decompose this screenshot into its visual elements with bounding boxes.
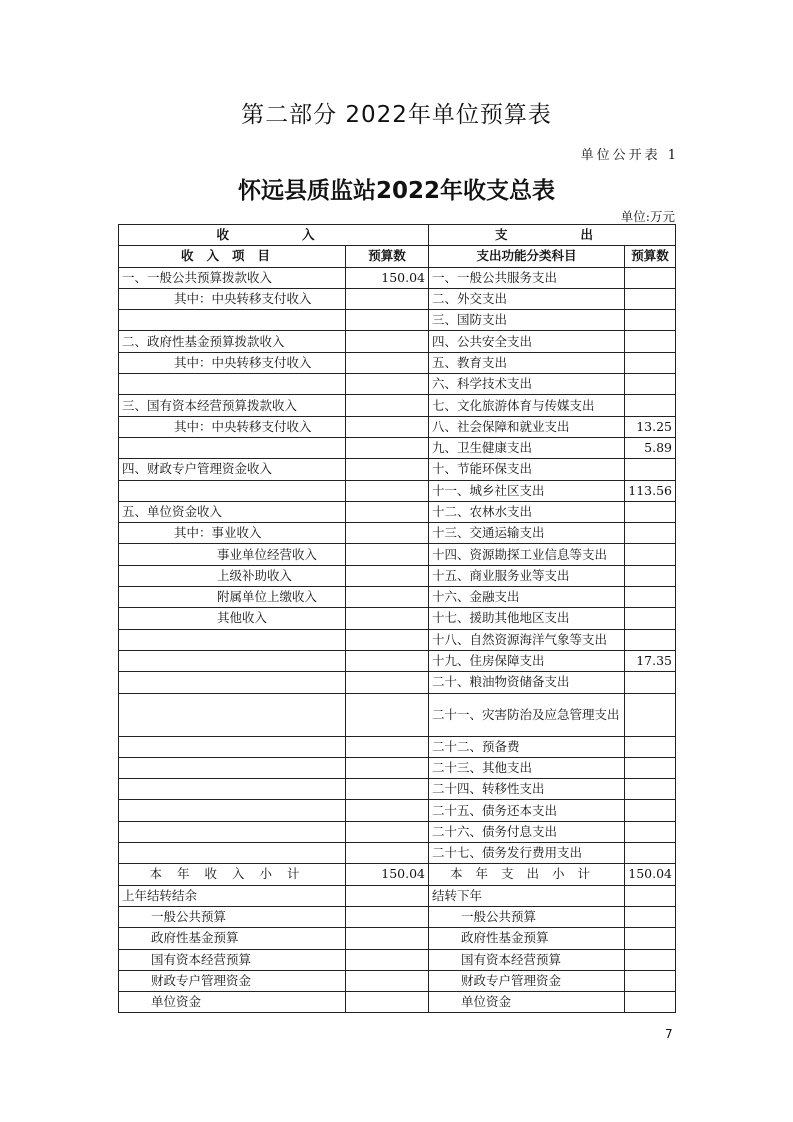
table-row xyxy=(119,288,676,309)
carry-income-item: 一般公共预算 xyxy=(119,906,346,927)
carry-expense-item: 一般公共预算 xyxy=(429,906,625,927)
expense-value xyxy=(625,544,676,565)
header-row-sections xyxy=(119,225,676,246)
income-value xyxy=(346,672,429,693)
carry-expense-label: 结转下年 xyxy=(429,885,625,906)
income-item: 上级补助收入 xyxy=(119,565,346,586)
table-row xyxy=(119,501,676,522)
carry-income-item-value xyxy=(346,949,429,970)
table-row xyxy=(119,352,676,373)
expense-item: 七、文化旅游体育与传媒支出 xyxy=(429,395,625,416)
expense-value xyxy=(625,352,676,373)
income-item: 其中：中央转移支付收入 xyxy=(119,288,346,309)
income-value xyxy=(346,779,429,800)
expense-value xyxy=(625,459,676,480)
expense-item: 十八、自然资源海洋气象等支出 xyxy=(429,629,625,650)
expense-header: 支 出 xyxy=(429,225,676,246)
income-item: 其他收入 xyxy=(119,608,346,629)
expense-value xyxy=(625,843,676,864)
expense-value xyxy=(625,288,676,309)
income-value xyxy=(346,544,429,565)
carry-income-value xyxy=(346,885,429,906)
table-row xyxy=(119,650,676,671)
expense-value xyxy=(625,779,676,800)
table-row xyxy=(119,565,676,586)
income-value xyxy=(346,288,429,309)
expense-value xyxy=(625,672,676,693)
expense-value xyxy=(625,374,676,395)
expense-value xyxy=(625,501,676,522)
table-number: 单位公开表 1 xyxy=(580,148,679,163)
income-item xyxy=(119,800,346,821)
carry-income-item: 政府性基金预算 xyxy=(119,928,346,949)
income-value xyxy=(346,501,429,522)
table-row xyxy=(119,523,676,544)
carry-row xyxy=(119,949,676,970)
income-subtotal-label: 本年收入小计 xyxy=(119,864,346,885)
carry-expense-item: 国有资本经营预算 xyxy=(429,949,625,970)
table-row xyxy=(119,395,676,416)
income-item xyxy=(119,650,346,671)
income-value xyxy=(346,416,429,437)
expense-item: 十三、交通运输支出 xyxy=(429,523,625,544)
expense-item-header: 支出功能分类科目 xyxy=(429,246,625,267)
carry-income-item: 单位资金 xyxy=(119,992,346,1013)
income-value xyxy=(346,437,429,458)
subtotal-row xyxy=(119,864,676,885)
expense-item: 十一、城乡社区支出 xyxy=(429,480,625,501)
income-value xyxy=(346,480,429,501)
income-value xyxy=(346,587,429,608)
expense-item: 二十二、预备费 xyxy=(429,736,625,757)
income-value xyxy=(346,352,429,373)
expense-value xyxy=(625,608,676,629)
expense-value: 113.56 xyxy=(625,480,676,501)
carry-income-item-value xyxy=(346,992,429,1013)
carry-expense-item: 政府性基金预算 xyxy=(429,928,625,949)
expense-item: 二、外交支出 xyxy=(429,288,625,309)
table-row xyxy=(119,374,676,395)
expense-item: 九、卫生健康支出 xyxy=(429,437,625,458)
table-row xyxy=(119,416,676,437)
income-item: 附属单位上缴收入 xyxy=(119,587,346,608)
income-item: 一、一般公共预算拨款收入 xyxy=(119,267,346,288)
expense-value xyxy=(625,331,676,352)
income-value xyxy=(346,736,429,757)
expense-value: 13.25 xyxy=(625,416,676,437)
expense-item: 十七、援助其他地区支出 xyxy=(429,608,625,629)
expense-item: 二十四、转移性支出 xyxy=(429,779,625,800)
income-item xyxy=(119,437,346,458)
income-item xyxy=(119,374,346,395)
table-row xyxy=(119,267,676,288)
carry-row xyxy=(119,992,676,1013)
part-title: 第二部分 2022年单位预算表 xyxy=(241,102,552,128)
table-row xyxy=(119,821,676,842)
income-item: 三、国有资本经营预算拨款收入 xyxy=(119,395,346,416)
expense-item: 四、公共安全支出 xyxy=(429,331,625,352)
table-row xyxy=(119,310,676,331)
expense-item: 十六、金融支出 xyxy=(429,587,625,608)
carry-income-item-value xyxy=(346,906,429,927)
expense-value xyxy=(625,736,676,757)
income-item xyxy=(119,310,346,331)
income-item xyxy=(119,843,346,864)
income-value xyxy=(346,843,429,864)
expense-value: 5.89 xyxy=(625,437,676,458)
expense-value xyxy=(625,821,676,842)
income-value xyxy=(346,523,429,544)
table-row xyxy=(119,736,676,757)
expense-value xyxy=(625,800,676,821)
carry-income-label: 上年结转结余 xyxy=(119,885,346,906)
income-item xyxy=(119,480,346,501)
income-item xyxy=(119,629,346,650)
income-value xyxy=(346,310,429,331)
table-row xyxy=(119,459,676,480)
main-title: 怀远县质监站2022年收支总表 xyxy=(237,178,555,204)
expense-item: 五、教育支出 xyxy=(429,352,625,373)
income-item xyxy=(119,821,346,842)
income-value xyxy=(346,757,429,778)
income-item xyxy=(119,736,346,757)
expense-budget-header: 预算数 xyxy=(625,246,676,267)
income-value xyxy=(346,395,429,416)
header-row-columns xyxy=(119,246,676,267)
expense-value xyxy=(625,587,676,608)
expense-item: 十二、农林水支出 xyxy=(429,501,625,522)
income-item-header: 收入项目 xyxy=(119,246,346,267)
unit-label: 单位:万元 xyxy=(620,209,675,224)
income-value xyxy=(346,608,429,629)
income-item: 其中：中央转移支付收入 xyxy=(119,416,346,437)
income-value xyxy=(346,374,429,395)
carry-expense-item-value xyxy=(625,928,676,949)
expense-item: 一、一般公共服务支出 xyxy=(429,267,625,288)
carry-row xyxy=(119,906,676,927)
page-number: 7 xyxy=(665,1027,673,1041)
income-value xyxy=(346,565,429,586)
budget-table xyxy=(118,224,676,1013)
income-item: 其中：事业收入 xyxy=(119,523,346,544)
expense-item: 八、社会保障和就业支出 xyxy=(429,416,625,437)
expense-value xyxy=(625,395,676,416)
expense-value xyxy=(625,523,676,544)
income-item xyxy=(119,757,346,778)
carry-row xyxy=(119,928,676,949)
expense-item: 六、科学技术支出 xyxy=(429,374,625,395)
expense-value xyxy=(625,757,676,778)
expense-item: 十四、资源勘探工业信息等支出 xyxy=(429,544,625,565)
table-row xyxy=(119,437,676,458)
carry-expense-item-value xyxy=(625,949,676,970)
expense-item: 二十五、债务还本支出 xyxy=(429,800,625,821)
income-item xyxy=(119,693,346,736)
carry-expense-item: 单位资金 xyxy=(429,992,625,1013)
income-item xyxy=(119,779,346,800)
income-value xyxy=(346,650,429,671)
income-item: 事业单位经营收入 xyxy=(119,544,346,565)
income-item: 五、单位资金收入 xyxy=(119,501,346,522)
expense-subtotal-label: 本年支出小计 xyxy=(429,864,625,885)
carry-expense-item: 财政专户管理资金 xyxy=(429,970,625,991)
expense-item: 二十一、灾害防治及应急管理支出 xyxy=(429,693,625,736)
table-row xyxy=(119,800,676,821)
expense-value: 17.35 xyxy=(625,650,676,671)
expense-item: 二十七、债务发行费用支出 xyxy=(429,843,625,864)
table-row xyxy=(119,757,676,778)
carry-row xyxy=(119,970,676,991)
carry-header-row xyxy=(119,885,676,906)
table-row xyxy=(119,544,676,565)
table-row xyxy=(119,587,676,608)
income-item xyxy=(119,672,346,693)
carry-expense-item-value xyxy=(625,992,676,1013)
income-value xyxy=(346,459,429,480)
expense-value xyxy=(625,565,676,586)
carry-income-item-value xyxy=(346,970,429,991)
income-item: 其中：中央转移支付收入 xyxy=(119,352,346,373)
table-row xyxy=(119,608,676,629)
income-budget-header: 预算数 xyxy=(346,246,429,267)
expense-item: 三、国防支出 xyxy=(429,310,625,331)
expense-item: 十九、住房保障支出 xyxy=(429,650,625,671)
expense-value xyxy=(625,267,676,288)
expense-item: 二十、粮油物资储备支出 xyxy=(429,672,625,693)
income-value xyxy=(346,331,429,352)
carry-income-item: 财政专户管理资金 xyxy=(119,970,346,991)
expense-item: 二十三、其他支出 xyxy=(429,757,625,778)
income-subtotal-value: 150.04 xyxy=(346,864,429,885)
carry-income-item: 国有资本经营预算 xyxy=(119,949,346,970)
carry-income-item-value xyxy=(346,928,429,949)
carry-expense-item-value xyxy=(625,970,676,991)
table-row xyxy=(119,779,676,800)
table-row xyxy=(119,843,676,864)
income-value xyxy=(346,800,429,821)
income-value xyxy=(346,693,429,736)
expense-value xyxy=(625,310,676,331)
table-row xyxy=(119,331,676,352)
carry-expense-value xyxy=(625,885,676,906)
income-item: 二、政府性基金预算拨款收入 xyxy=(119,331,346,352)
income-item: 四、财政专户管理资金收入 xyxy=(119,459,346,480)
table-row xyxy=(119,672,676,693)
income-header: 收 入 xyxy=(119,225,429,246)
carry-expense-item-value xyxy=(625,906,676,927)
expense-value xyxy=(625,629,676,650)
expense-item: 二十六、债务付息支出 xyxy=(429,821,625,842)
table-row xyxy=(119,480,676,501)
expense-item: 十、节能环保支出 xyxy=(429,459,625,480)
table-row xyxy=(119,693,676,736)
expense-value xyxy=(625,693,676,736)
expense-item: 十五、商业服务业等支出 xyxy=(429,565,625,586)
expense-subtotal-value: 150.04 xyxy=(625,864,676,885)
income-value: 150.04 xyxy=(346,267,429,288)
table-row xyxy=(119,629,676,650)
income-value xyxy=(346,629,429,650)
income-value xyxy=(346,821,429,842)
